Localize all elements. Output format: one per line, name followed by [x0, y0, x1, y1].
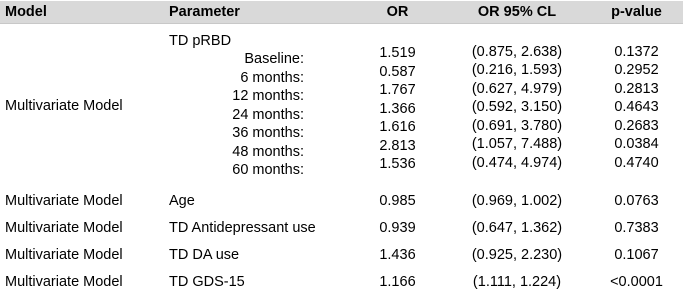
- ci-value: (0.691, 3.780): [471, 117, 563, 134]
- parameter-cell: Age: [169, 193, 195, 209]
- timepoint-label: 48 months:: [232, 143, 304, 160]
- ci-cell-pRBD: [444, 24, 590, 188]
- ci-value: (1.057, 7.488): [471, 136, 563, 152]
- model-cell: Multivariate Model: [5, 274, 123, 290]
- table-row: [0, 215, 683, 242]
- or-value: 1.767: [379, 82, 416, 98]
- p-value: 0.2952: [614, 62, 659, 78]
- col-header-parameter: Parameter: [164, 1, 351, 24]
- timepoint-list: [169, 50, 346, 180]
- pvalue-cell: 0.0763: [614, 193, 659, 209]
- or-cell: 1.166: [379, 274, 416, 290]
- ci-cell: (1.111, 1.224): [472, 274, 562, 290]
- timepoint-label: 24 months:: [232, 106, 304, 123]
- p-value: 0.0384: [614, 136, 659, 152]
- or-cell: 0.985: [379, 193, 416, 209]
- model-cell: Multivariate Model: [5, 97, 123, 114]
- model-cell: Multivariate Model: [5, 247, 123, 263]
- ci-value: (0.216, 1.593): [471, 62, 563, 78]
- parameter-cell: TD GDS-15: [169, 274, 245, 290]
- pvalue-cell-pRBD: [590, 24, 683, 188]
- or-cell: 1.436: [379, 247, 416, 263]
- model-cell: Multivariate Model: [5, 220, 123, 236]
- col-header-pvalue: p-value: [590, 1, 683, 24]
- ci-cell: (0.969, 1.002): [471, 193, 563, 209]
- ci-value: (0.474, 4.974): [471, 154, 563, 171]
- pvalue-cell: 0.1067: [614, 247, 659, 263]
- header-row: [0, 1, 683, 24]
- timepoint-label: 12 months:: [232, 88, 304, 105]
- ci-value: (0.875, 2.638): [471, 43, 563, 60]
- timepoint-label: 6 months:: [240, 69, 304, 86]
- table-row-pRBD: [0, 24, 683, 188]
- timepoint-label: Baseline:: [244, 51, 304, 68]
- parameter-cell-pRBD: [164, 24, 351, 188]
- p-value: 0.4643: [614, 99, 659, 115]
- or-value: 1.536: [379, 156, 416, 172]
- or-value: 1.616: [379, 119, 416, 135]
- parameter-label: TD pRBD: [169, 32, 232, 49]
- ci-cell: (0.925, 2.230): [471, 247, 563, 263]
- ci-value: (0.592, 3.150): [471, 99, 563, 115]
- p-value: 0.2683: [614, 117, 659, 134]
- col-header-ci: OR 95% CL: [444, 1, 590, 24]
- or-value: 2.813: [379, 137, 416, 154]
- pvalue-cell: 0.7383: [614, 220, 659, 236]
- or-value: 1.519: [379, 45, 416, 61]
- ci-cell: (0.647, 1.362): [471, 220, 563, 236]
- timepoint-label: 36 months:: [232, 125, 304, 142]
- parameter-cell: TD Antidepressant use: [169, 220, 316, 236]
- ci-value: (0.627, 4.979): [471, 80, 563, 97]
- results-table: [0, 1, 683, 296]
- timepoint-label: 60 months:: [232, 162, 304, 179]
- pvalue-cell: <0.0001: [610, 274, 663, 290]
- parameter-cell: TD DA use: [169, 247, 240, 263]
- p-value: 0.1372: [614, 43, 659, 60]
- model-cell: Multivariate Model: [5, 193, 123, 209]
- col-header-or: OR: [351, 1, 444, 24]
- table-row: [0, 188, 683, 215]
- table-row: [0, 269, 683, 296]
- or-cell: 0.939: [379, 220, 416, 236]
- or-value: 1.366: [379, 100, 416, 117]
- col-header-model: Model: [0, 1, 164, 24]
- p-value: 0.2813: [614, 80, 659, 97]
- or-cell-pRBD: [351, 24, 444, 188]
- p-value: 0.4740: [614, 154, 659, 171]
- table-row: [0, 242, 683, 269]
- or-value: 0.587: [379, 63, 416, 80]
